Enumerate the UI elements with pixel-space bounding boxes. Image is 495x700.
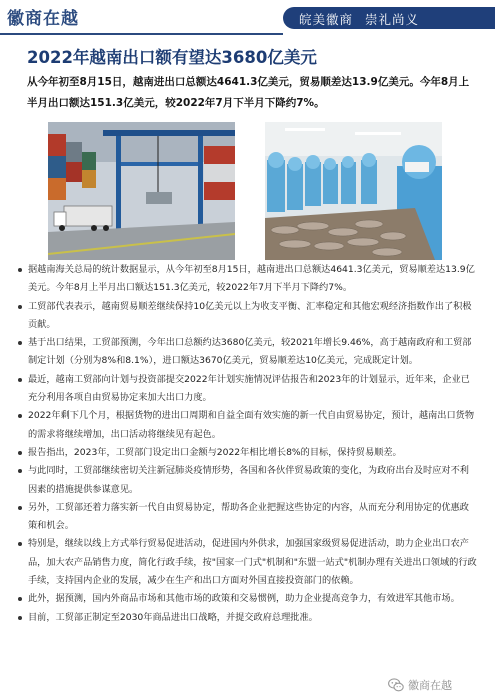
port-photo — [48, 122, 235, 260]
watermark — [388, 676, 452, 694]
list-item: 报告指出，2023年，工贸部门设定出口金额与2022年相比增长8%的目标，保持贸易顺差。 — [18, 444, 478, 462]
seafood-photo — [265, 122, 442, 260]
list-item: 特别是，继续以线上方式举行贸易促进活动，促进国内外供求，加强国家级贸易促进活动，助力企业出口农产品，加大农产品销售力度，简化行政手续，按"国家一门式"机制和"东盟一站式"机制办理有关进出口领域的行政手续，支持国内企业的发展，减少在生产和出口方面对外国直接投资部门的依赖。 — [18, 535, 478, 590]
article-lead: 从今年初至8月15日，越南进出口总额达4641.3亿美元，贸易顺差达13.9亿美元。今年8月上半月出口额达151.3亿美元，较2022年7月下半月下降约7%。 — [27, 76, 470, 109]
list-item: 另外，工贸部还着力落实新一代自由贸易协定，帮助各企业把握这些协定的内容，从而充分利用协定的优惠政策和机会。 — [18, 499, 478, 536]
article-title: 2022年越南出口额有望达3680亿美元 — [27, 48, 317, 67]
list-item: 此外，据预测，国内外商品市场和其他市场的政策和交易惯例，助力企业提高竞争力，有效进军其他市场。 — [18, 590, 478, 608]
wechat-icon — [388, 677, 404, 693]
list-item: 与此同时，工贸部继续密切关注新冠肺炎疫情形势，各国和各伙伴贸易政策的变化，为政府出台及时应对不利因素的措施提供参谋意见。 — [18, 462, 478, 499]
list-item: 工贸部代表表示，越南贸易顺差继续保持10亿美元以上为收支平衡、汇率稳定和其他宏观经济指数作出了积极贡献。 — [18, 298, 478, 335]
article-bullets — [18, 261, 478, 627]
seafood-illustration — [265, 122, 442, 260]
slogan-left: 皖美徽商 — [299, 12, 354, 27]
list-item: 目前，工贸部正制定至2030年商品进出口战略，并提交政府总理批准。 — [18, 609, 478, 627]
watermark-text: 徽商在越 — [408, 679, 452, 692]
list-item: 最近，越南工贸部向计划与投资部提交2022年计划实施情况评估报告和2023年的计划显示，近年来，企业已充分利用各项自由贸易协定来加大出口力度。 — [18, 371, 478, 408]
list-item: 基于出口结果，工贸部预测，今年出口总额约达3680亿美元，较2021年增长9.46%，高于越南政府和工贸部制定计划（分别为8%和8.1%），进口额达3670亿美元，贸易顺差达10亿美元，完成既定计划。 — [18, 334, 478, 371]
slogan-band — [283, 7, 495, 29]
list-item: 据越南海关总局的统计数据显示，从今年初至8月15日，越南进出口总额达4641.3亿美元，贸易顺差达13.9亿美元。今年8月上半月出口额达151.3亿美元，较2022年7月下半月下降约7%。 — [18, 261, 478, 298]
slogan — [299, 10, 419, 28]
slogan-right: 崇礼尚义 — [365, 12, 420, 27]
list-item: 2022年剩下几个月，根据货物的进出口周期和自益全面有效实施的新一代自由贸易协定，预计，越南出口货物的需求将继续增加，出口活动将继续见有起色。 — [18, 407, 478, 444]
brand-title: 徽商在越 — [7, 9, 79, 29]
page-header — [0, 0, 495, 34]
header-rule — [0, 33, 283, 35]
port-illustration — [48, 122, 235, 260]
